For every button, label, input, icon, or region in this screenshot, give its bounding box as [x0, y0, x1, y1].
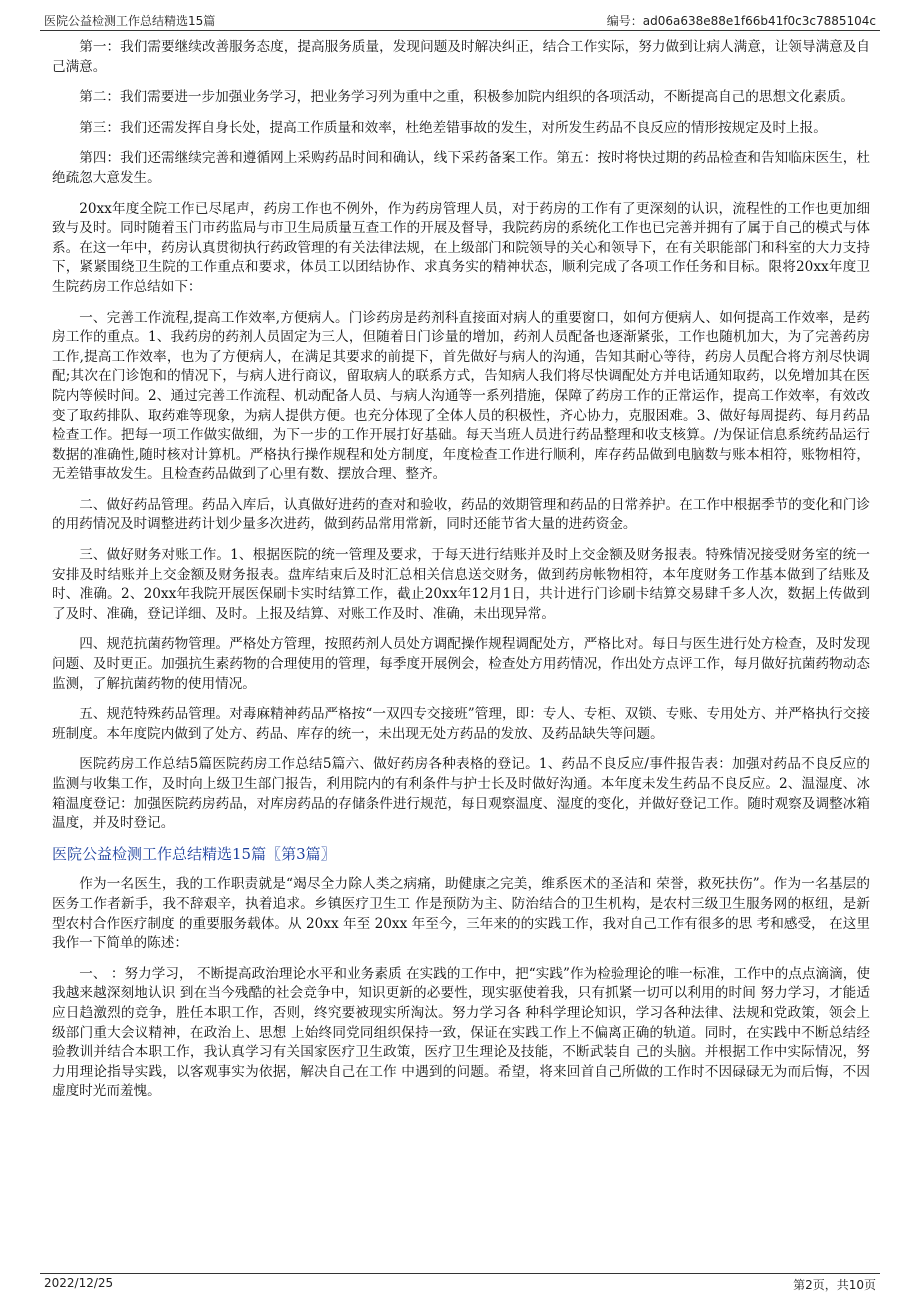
- paragraph: 第二：我们需要进一步加强业务学习，把业务学习列为重中之重，积极参加院内组织的各项活动，不断提高自己的思想文化素质。: [79, 89, 855, 106]
- paragraph: 20xx年度全院工作已尽尾声，药房工作也不例外，作为药房管理人员，对于药房的工作有了更深刻的认识，流程性的工作也更加细致与及时。同时随着玉门市药监局与市卫生局质量互查工作的开展及督导，我院药房的系统化工作也已完善并拥有了属于自己的模式与体系。在这一年中，药房认真贯彻执行药政管理的有关法律法规，在上级部门和院领导的关心和领导下，在有关职能部门和科室的大力支持下，紧紧围绕卫生院的工作重点和要求，体员工以团结协作、求真务实的精神状态，顺利完成了各项工作任务和目标。限将20xx年度卫生院药房工作总结如下：: [52, 200, 870, 295]
- page-footer: [40, 1273, 880, 1292]
- header-title: 医院公益检测工作总结精选15篇: [44, 14, 216, 28]
- paragraph: 三、做好财务对账工作。1、根据医院的统一管理及要求，于每天进行结账并及时上交金额及财务报表。特殊情况接受财务室的统一安排及时结账并上交金额及财务报表。盘库结束后及时汇总相关信息送交财务，做到药房帐物相符，本年度财务工作基本做到了结账及时、准确。2、20xx年我院开展医保刷卡实时结算工作，截止20xx年12月1日，共计进行门诊刷卡结算交易肆千多人次，数据上传做到了及时、准确，登记详细、及时。上报及结算、对账工作及时、准确，未出现异常。: [52, 547, 870, 622]
- paragraph: 四、规范抗菌药物管理。严格处方管理，按照药剂人员处方调配操作规程调配处方，严格比对。每日与医生进行处方检查，及时发现问题、及时更正。加强抗生素药物的合理使用的管理，每季度开展例会，检查处方用药情况，作出处方点评工作，每月做好抗菌药物动态监测，了解抗菌药物的使用情况。: [52, 636, 870, 692]
- paragraph: 一、完善工作流程,提高工作效率,方便病人。门诊药房是药剂科直接面对病人的重要窗口，如何方便病人、如何提高工作效率，是药房工作的重点。1、我药房的药剂人员固定为三人，但随着日门诊量的增加，药剂人员配备也逐渐紧张，工作也随机加大，为了完善药房工作,提高工作效率，也为了方便病人，在满足其要求的前提下，首先做好与病人的沟通，告知其耐心等待，药房人员配合将方剂尽快调配;其次在门诊饱和的情况下，与病人进行商议，留取病人的联系方式，告知病人我们将尽快调配处方并电话通知取药，以免增加其在医院内等候时间。2、通过完善工作流程、机动配备人员、与病人沟通等一系列措施，保障了药房工作的正常运作，提高工作效率，有效改变了取药排队、取药难等现象，为病人提供方便。也充分体现了全体人员的积极性，齐心协力，克服困难。3、做好每周提药、每月药品检查工作。把每一项工作做实做细，为下一步的工作开展打好基础。每天当班人员进行药品整理和收支核算。/为保证信息系统药品运行数据的准确性,随时核对计算机。严格执行操作规程和处方制度，年度检查工作进行顺利，库存药品做到电脑数与账本相符，账物相符，无差错事故发生。且检查药品做到了心里有数、摆放合理、整齐。: [52, 309, 870, 483]
- section-title-link[interactable]: 医院公益检测工作总结精选15篇〖第3篇〗: [52, 844, 336, 863]
- paragraph: 五、规范特殊药品管理。对毒麻精神药品严格按“一双四专交接班”管理，即：专人、专柜、双锁、专账、专用处方、并严格执行交接班制度。本年度院内做到了处方、药品、库存的统一，未出现无处方药品的发放、及药品缺失等问题。: [52, 706, 870, 742]
- footer-date: 2022/12/25: [44, 1276, 114, 1290]
- paragraph: 第三：我们还需发挥自身长处，提高工作质量和效率，杜绝差错事故的发生，对所发生药品不良反应的情形按规定及时上报。: [79, 119, 827, 136]
- header-doc-id: 编号：ad06a638e88e1f66b41f0c3c7885104c: [606, 14, 876, 28]
- paragraph: 作为一名医生，我的工作职责就是“竭尽全力除人类之病痛，助健康之完美，维系医术的圣洁和 荣誉，救死扶伤”。作为一名基层的医务工作者新手，我不辞艰辛，执着追求。乡镇医疗卫生工 作是预防为主、防治结合的卫生机构，是农村三级卫生服务网的枢纽，是新型农村合作医疗制度 的重要服务载体。从 20xx 年至 20xx 年至今，三年来的的实践工作，我对自己工作有很多的思 考和感受， 在这里我作一下简单的陈述：: [52, 876, 870, 952]
- paragraph: 第一：我们需要继续改善服务态度，提高服务质量，发现问题及时解决纠正，结合工作实际，努力做到让病人满意，让领导满意及自己满意。: [52, 39, 870, 75]
- document-body: [52, 38, 870, 1113]
- paragraph: 二、做好药品管理。药品入库后，认真做好进药的查对和验收，药品的效期管理和药品的日常养护。在工作中根据季节的变化和门诊的用药情况及时调整进药计划少量多次进药，做到药品常用常新，同时还能节省大量的进药资金。: [52, 496, 870, 533]
- footer-page-number: 第2页，共10页: [793, 1278, 876, 1292]
- page-header: [40, 10, 880, 31]
- paragraph: 医院药房工作总结5篇医院药房工作总结5篇六、做好药房各种表格的登记。1、药品不良反应/事件报告表：加强对药品不良反应的监测与收集工作，及时向上级卫生部门报告，利用院内的有利条件与护士长及时做好沟通。本年度未发生药品不良反应。2、温湿度、冰箱温度登记：加强医院药房药品，对库房药品的存储条件进行规范，每日观察温度、湿度的变化，并做好登记工作。随时观察及调整冰箱温度，并及时登记。: [52, 756, 870, 832]
- paragraph: 一、 ：努力学习， 不断提高政治理论水平和业务素质 在实践的工作中，把“实践”作为检验理论的唯一标准，工作中的点点滴滴，使我越来越深刻地认识 到在当今残酷的社会竞争中，知识更新的必要性，现实驱使着我，只有抓紧一切可以利用的时间 努力学习，才能适应日趋激烈的竞争，胜任本职工作，否则，终究要被现实所淘汰。努力学习各 种科学理论知识，学习各种法律、法规和党政策，领会上级部门重大会议精神，在政治上、思想 上始终同党同组织保持一致，保证在实践工作上不偏离正确的轨道。同时，在实践中不断总结经 验教训并结合本职工作，我认真学习有关国家医疗卫生政策，医疗卫生理论及技能，不断武装自 己的头脑。并根据工作中实际情况，努力用理论指导实践，以客观事实为依据，解决自己在工作 中遇到的问题。希望，将来回首自己所做的工作时不因碌碌无为而后悔，不因虚度时光而羞愧。: [52, 965, 870, 1100]
- paragraph: 第四：我们还需继续完善和遵循网上采购药品时间和确认，线下采药备案工作。第五：按时将快过期的药品检查和告知临床医生，杜绝疏忽大意发生。: [52, 150, 870, 186]
